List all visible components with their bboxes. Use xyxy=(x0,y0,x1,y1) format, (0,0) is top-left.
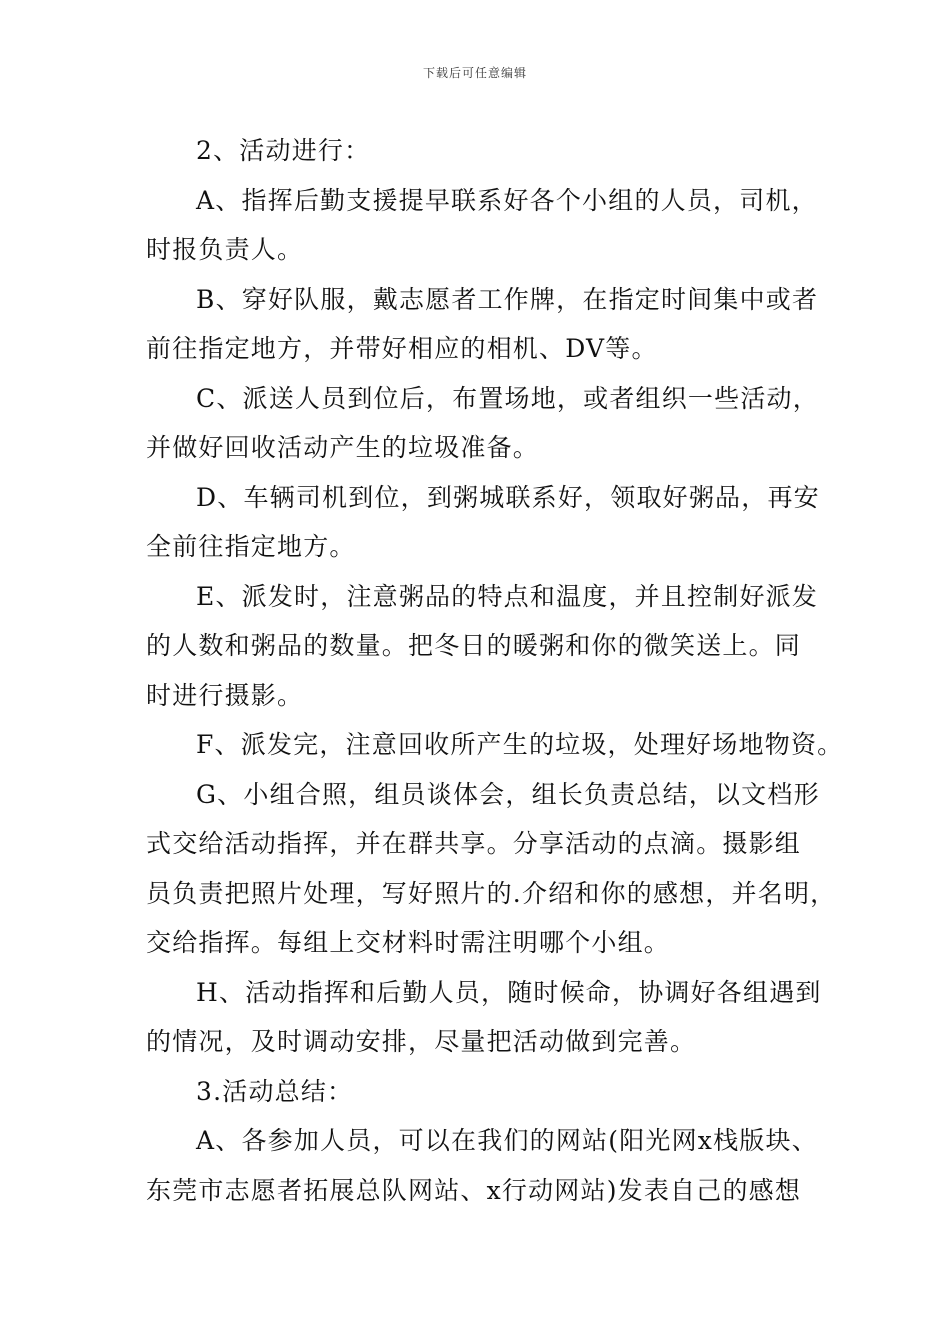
page-header-note: 下载后可任意编辑 xyxy=(422,66,527,80)
text-line: F、派发完，注意回收所产生的垃圾，处理好场地物资。 xyxy=(196,730,844,759)
section-heading-activity-summary xyxy=(146,1067,811,1117)
paragraph-h xyxy=(146,968,822,1067)
paragraph-c xyxy=(146,374,819,473)
text-line: 2、活动进行： xyxy=(196,136,371,165)
text-line: 时进行摄影。 xyxy=(146,680,304,710)
text-line: C、派送人员到位后，布置场地，或者组织一些活动， xyxy=(196,383,819,413)
text-line: G、小组合照，组员谈体会，组长负责总结，以文档形 xyxy=(196,779,820,809)
document-body xyxy=(146,126,844,1215)
text-line: H、活动指挥和后勤人员，随时候命，协调好各组遇到 xyxy=(196,977,822,1007)
text-line: 的人数和粥品的数量。把冬日的暖粥和你的微笑送上。同 xyxy=(146,631,802,660)
paragraph-f xyxy=(146,720,844,770)
text-line: 的情况，及时调动安排，尽量把活动做到完善。 xyxy=(146,1027,697,1056)
text-line: 3.活动总结： xyxy=(196,1076,354,1106)
text-line: 式交给活动指挥，并在群共享。分享活动的点滴。摄影组 xyxy=(146,829,802,858)
paragraph-g xyxy=(146,770,837,968)
text-line: 并做好回收活动产生的垃圾准备。 xyxy=(146,433,540,462)
paragraph-e xyxy=(146,572,819,721)
text-line: 全前往指定地方。 xyxy=(146,532,356,561)
text-line: E、派发时，注意粥品的特点和温度，并且控制好派发 xyxy=(196,581,819,611)
paragraph-b xyxy=(146,275,819,374)
text-line: 前往指定地方，并带好相应的相机、DV等。 xyxy=(146,334,658,363)
text-line: 交给指挥。每组上交材料时需注明哪个小组。 xyxy=(146,928,671,957)
text-line: A、指挥后勤支援提早联系好各个小组的人员，司机， xyxy=(196,185,818,215)
text-line: 时报负责人。 xyxy=(146,235,304,264)
text-line: B、穿好队服，戴志愿者工作牌，在指定时间集中或者 xyxy=(196,284,819,314)
paragraph-d xyxy=(146,473,820,572)
paragraph-summary-a xyxy=(146,1116,818,1215)
text-line: D、车辆司机到位，到粥城联系好，领取好粥品，再安 xyxy=(196,482,820,512)
paragraph-a xyxy=(146,176,818,275)
section-heading-activity-progress xyxy=(146,126,811,176)
text-line: 东莞市志愿者拓展总队网站、x行动网站)发表自己的感想 xyxy=(146,1175,802,1205)
text-line: A、各参加人员，可以在我们的网站(阳光网x栈版块、 xyxy=(196,1126,818,1155)
text-line: 员负责把照片处理，写好照片的.介绍和你的感想，并名明， xyxy=(146,878,837,908)
